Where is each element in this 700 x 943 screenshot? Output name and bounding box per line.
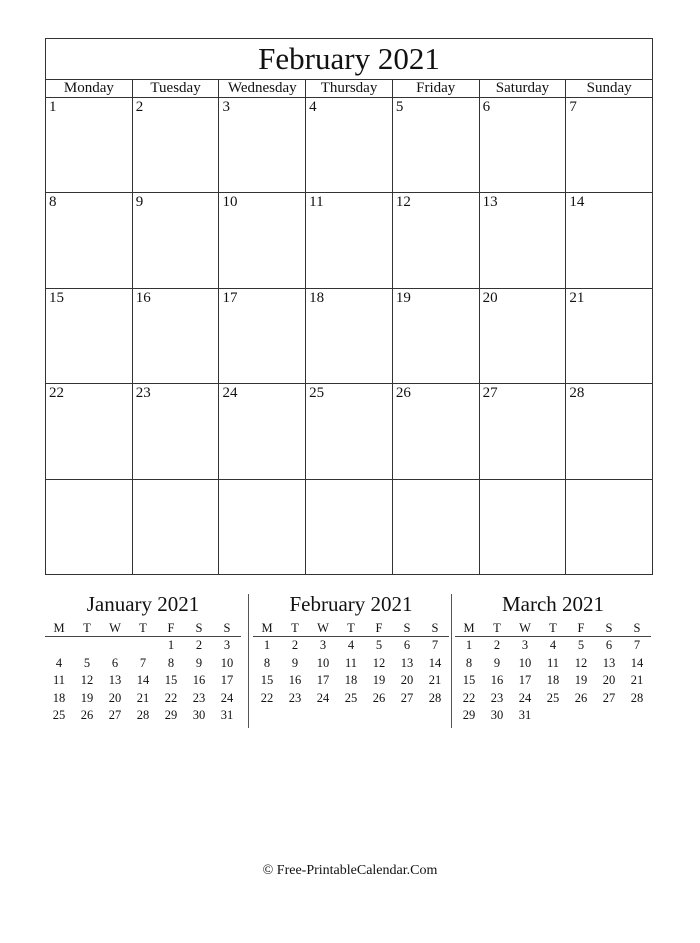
day-cell: 20 <box>479 289 566 383</box>
mini-day: 18 <box>546 673 560 687</box>
mini-day: 21 <box>428 673 442 687</box>
mini-day: 17 <box>220 673 234 687</box>
mini-day: 21 <box>630 673 644 687</box>
mini-weekday-label: F <box>167 621 175 635</box>
mini-day: 3 <box>223 638 231 652</box>
mini-day: 31 <box>220 708 234 722</box>
day-cell: 15 <box>49 289 64 306</box>
day-cell: 12 <box>392 193 479 287</box>
day-cell: 17 <box>218 289 305 383</box>
day-cell: 8 <box>49 194 57 211</box>
mini-day: 2 <box>493 638 501 652</box>
mini-weekday-label: W <box>317 621 329 635</box>
mini-week-row <box>253 690 449 708</box>
mini-day: 31 <box>518 708 532 722</box>
mini-weekday-label: W <box>519 621 531 635</box>
day-cell <box>392 480 479 574</box>
mini-day: 13 <box>400 655 414 670</box>
mini-day: 11 <box>52 673 66 687</box>
mini-day: 25 <box>546 690 560 705</box>
main-calendar-title: February 2021 <box>46 39 652 80</box>
mini-day: 24 <box>518 690 532 705</box>
day-cell: 16 <box>132 289 219 383</box>
weekday-tuesday: Tuesday <box>132 80 219 97</box>
mini-day: 23 <box>490 690 504 705</box>
weekday-friday: Friday <box>392 80 479 97</box>
mini-day: 1 <box>167 638 175 652</box>
mini-day: 25 <box>52 708 66 722</box>
mini-week-row <box>45 655 241 673</box>
mini-day: 4 <box>55 655 63 670</box>
mini-day: 6 <box>111 655 119 670</box>
main-calendar <box>45 38 653 575</box>
mini-calendar-title: March 2021 <box>501 592 605 616</box>
mini-day: 22 <box>164 690 178 705</box>
mini-day: 23 <box>288 690 302 705</box>
weekday-sunday: Sunday <box>565 80 652 97</box>
mini-day: 18 <box>344 673 358 687</box>
mini-weekday-header <box>253 620 449 637</box>
mini-day: 6 <box>605 638 613 652</box>
mini-week-row <box>455 672 651 690</box>
mini-day: 15 <box>260 673 274 687</box>
mini-weekday-label: T <box>549 621 557 635</box>
mini-day <box>539 707 567 725</box>
mini-day: 5 <box>577 638 585 652</box>
mini-day: 27 <box>602 690 616 705</box>
mini-day: 19 <box>80 690 94 705</box>
mini-day: 5 <box>375 638 383 652</box>
week-row <box>46 480 652 574</box>
footer-copyright: © Free-PrintableCalendar.Com <box>262 863 438 878</box>
mini-day: 10 <box>220 655 234 670</box>
day-cell: 25 <box>305 384 392 478</box>
mini-day: 28 <box>136 708 150 722</box>
mini-day: 4 <box>347 638 355 652</box>
day-cell: 26 <box>392 384 479 478</box>
mini-day: 7 <box>431 638 439 652</box>
mini-day: 13 <box>602 655 616 670</box>
mini-week-row <box>253 672 449 690</box>
mini-day: 7 <box>139 655 147 670</box>
mini-day: 16 <box>288 673 302 687</box>
mini-weekday-label: S <box>223 621 231 635</box>
mini-day <box>595 707 623 725</box>
day-cell: 14 <box>565 193 652 287</box>
week-row <box>46 98 652 193</box>
mini-weekday-label: S <box>633 621 641 635</box>
mini-day: 13 <box>108 673 122 687</box>
week-row <box>46 289 652 384</box>
mini-day: 2 <box>291 638 299 652</box>
mini-separator <box>451 594 452 728</box>
mini-week-row <box>45 707 241 725</box>
mini-weekday-label: F <box>577 621 585 635</box>
mini-weekday-label: S <box>431 621 439 635</box>
day-cell: 24 <box>218 384 305 478</box>
mini-weekday-label: S <box>195 621 203 635</box>
day-cell: 5 <box>392 98 479 192</box>
mini-day: 17 <box>316 673 330 687</box>
mini-day: 2 <box>195 638 203 652</box>
weekday-saturday: Saturday <box>479 80 566 97</box>
mini-day: 22 <box>260 690 274 705</box>
mini-week-row <box>45 690 241 708</box>
day-cell <box>479 480 566 574</box>
mini-day: 12 <box>80 673 94 687</box>
mini-day: 12 <box>574 655 588 670</box>
mini-day: 17 <box>518 673 532 687</box>
mini-calendar-february <box>253 590 449 707</box>
mini-day: 4 <box>549 638 557 652</box>
week-row <box>46 193 652 288</box>
mini-day: 1 <box>263 638 271 652</box>
mini-day <box>73 637 101 655</box>
mini-day: 7 <box>633 638 641 652</box>
day-cell: 11 <box>305 193 392 287</box>
day-cell <box>46 480 132 574</box>
mini-day: 10 <box>518 655 532 670</box>
mini-weekday-label: T <box>347 621 355 635</box>
day-cell: 1 <box>49 99 57 115</box>
mini-weekday-label: M <box>463 621 475 635</box>
mini-day: 24 <box>316 690 330 705</box>
mini-day: 19 <box>574 673 588 687</box>
mini-weekday-label: T <box>83 621 91 635</box>
day-cell: 10 <box>218 193 305 287</box>
mini-week-row <box>253 655 449 673</box>
mini-weekday-label: S <box>605 621 613 635</box>
mini-weekday-label: W <box>109 621 121 635</box>
mini-day: 1 <box>465 638 473 652</box>
mini-day: 18 <box>52 690 66 705</box>
mini-day: 6 <box>403 638 411 652</box>
mini-day: 10 <box>316 655 330 670</box>
mini-day: 27 <box>108 708 122 722</box>
mini-day: 3 <box>521 638 529 652</box>
day-cell: 3 <box>218 98 305 192</box>
day-cell: 6 <box>479 98 566 192</box>
mini-day <box>101 637 129 655</box>
day-cell: 7 <box>565 98 652 192</box>
weekday-wednesday: Wednesday <box>218 80 305 97</box>
mini-day <box>567 707 595 725</box>
weekday-header-row <box>46 80 652 98</box>
day-cell: 4 <box>305 98 392 192</box>
mini-day: 29 <box>164 708 178 722</box>
mini-day: 9 <box>291 655 299 670</box>
mini-weekday-label: S <box>403 621 411 635</box>
day-cell <box>218 480 305 574</box>
mini-day: 30 <box>192 708 206 722</box>
day-cell: 28 <box>565 384 652 478</box>
day-cell: 18 <box>305 289 392 383</box>
mini-day <box>129 637 157 655</box>
mini-day: 26 <box>80 708 94 722</box>
weekday-monday: Monday <box>63 80 114 96</box>
mini-day: 25 <box>344 690 358 705</box>
mini-week-row <box>455 655 651 673</box>
mini-day: 28 <box>428 690 442 705</box>
mini-day: 3 <box>319 638 327 652</box>
mini-calendar-january <box>45 590 241 725</box>
day-cell: 27 <box>479 384 566 478</box>
mini-day: 20 <box>400 673 414 687</box>
mini-day: 5 <box>83 655 91 670</box>
mini-day: 24 <box>220 690 234 705</box>
mini-week-row <box>455 690 651 708</box>
week-row <box>46 384 652 479</box>
day-cell <box>132 480 219 574</box>
mini-day: 11 <box>546 655 560 670</box>
day-cell: 22 <box>49 385 64 402</box>
calendar-grid <box>46 98 652 574</box>
mini-weekday-label: T <box>291 621 299 635</box>
mini-day: 20 <box>108 690 122 705</box>
mini-day: 8 <box>167 655 175 670</box>
mini-day: 30 <box>490 708 504 722</box>
day-cell: 19 <box>392 289 479 383</box>
day-cell: 13 <box>479 193 566 287</box>
day-cell <box>305 480 392 574</box>
mini-day: 11 <box>344 655 358 670</box>
mini-day: 26 <box>574 690 588 705</box>
mini-day: 12 <box>372 655 386 670</box>
mini-day: 9 <box>493 655 501 670</box>
mini-weekday-label: M <box>261 621 273 635</box>
mini-calendar-march <box>455 590 651 725</box>
mini-week-row <box>45 637 241 655</box>
mini-week-row <box>45 672 241 690</box>
day-cell: 9 <box>132 193 219 287</box>
day-cell: 2 <box>132 98 219 192</box>
mini-day: 15 <box>462 673 476 687</box>
mini-day: 26 <box>372 690 386 705</box>
mini-day: 14 <box>136 673 150 687</box>
mini-calendar-title: January 2021 <box>86 592 200 616</box>
mini-day: 15 <box>164 673 178 687</box>
mini-week-row <box>455 707 651 725</box>
weekday-thursday: Thursday <box>305 80 392 97</box>
mini-calendar-title: February 2021 <box>289 592 413 616</box>
mini-week-row <box>253 637 449 655</box>
mini-day: 14 <box>428 655 442 670</box>
mini-day: 19 <box>372 673 386 687</box>
mini-day <box>45 637 73 655</box>
mini-weekday-label: T <box>493 621 501 635</box>
mini-day: 20 <box>602 673 616 687</box>
mini-day: 8 <box>465 655 473 670</box>
mini-day: 8 <box>263 655 271 670</box>
mini-separator <box>248 594 249 728</box>
mini-calendars <box>45 590 653 730</box>
mini-weekday-label: M <box>53 621 65 635</box>
mini-day: 28 <box>630 690 644 705</box>
day-cell: 23 <box>132 384 219 478</box>
mini-day: 29 <box>462 708 476 722</box>
mini-day: 14 <box>630 655 644 670</box>
mini-day: 27 <box>400 690 414 705</box>
mini-day: 9 <box>195 655 203 670</box>
mini-weekday-label: T <box>139 621 147 635</box>
mini-week-row <box>455 637 651 655</box>
mini-weekday-header <box>45 620 241 637</box>
mini-day: 22 <box>462 690 476 705</box>
mini-weekday-label: F <box>375 621 383 635</box>
mini-day: 23 <box>192 690 206 705</box>
day-cell: 21 <box>565 289 652 383</box>
day-cell <box>565 480 652 574</box>
mini-day: 16 <box>490 673 504 687</box>
mini-day <box>623 707 651 725</box>
mini-weekday-header <box>455 620 651 637</box>
mini-day: 16 <box>192 673 206 687</box>
mini-day: 21 <box>136 690 150 705</box>
